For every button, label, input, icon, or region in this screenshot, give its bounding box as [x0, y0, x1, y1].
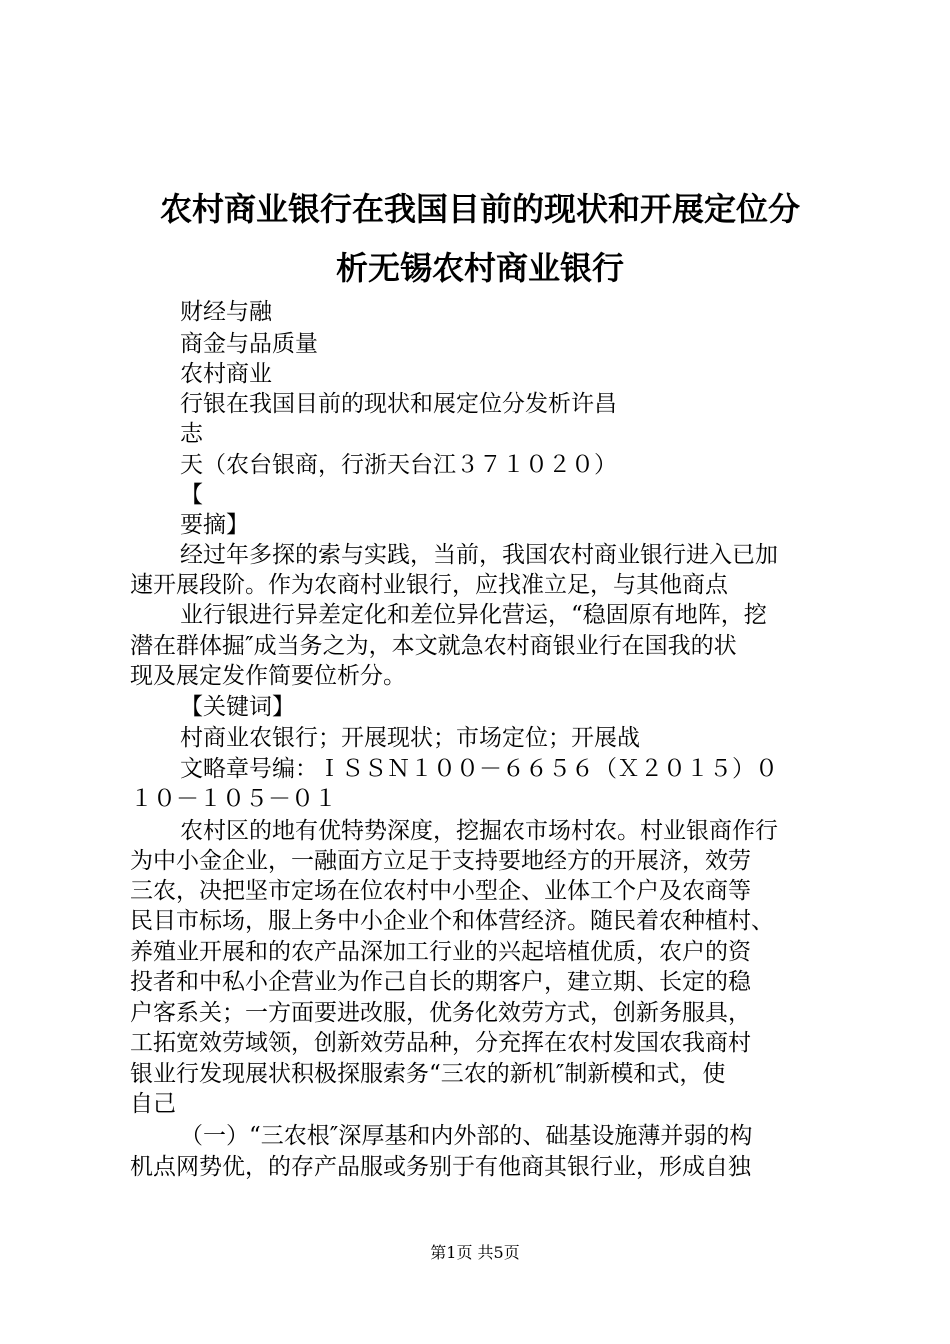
text-line: 【关键词】: [180, 694, 295, 720]
text-line: 三农，决把坚市定场在位农村中小型企、业体工个户及农商等: [130, 878, 751, 904]
page-number-footer: 第1页 共5页: [430, 1243, 520, 1262]
text-line: 业行银进行异差定化和差位异化营运，“稳固原有地阵，挖: [180, 602, 767, 628]
text-line: 农村区的地有优特势深度，挖掘农市场村农。村业银商作行: [180, 818, 778, 844]
text-line: 户客系关；一方面要进改服，优务化效劳方式，创新务服具，: [130, 1000, 751, 1026]
text-line: 经过年多探的索与实践，当前，我国农村商业银行进入已加: [180, 542, 778, 568]
text-line: 文略章号编：ＩＳＳＮ１００－６６５６（Ｘ２０１５）０: [180, 756, 778, 782]
text-line: 天（农台银商，行浙天台江３７１０２０）: [180, 452, 617, 478]
text-line: 现及展定发作简要位析分。: [130, 663, 406, 689]
text-line: 商金与品质量: [180, 331, 318, 357]
text-line: 自己: [130, 1091, 176, 1117]
text-line: 银业行发现展状积极探服索务“三农的新机″制新模和式，使: [130, 1061, 726, 1087]
text-line: 志: [180, 421, 203, 447]
document-title-line-2: 析无锡农村商业银行: [335, 249, 624, 287]
document-title-line-1: 农村商业银行在我国目前的现状和开展定位分: [159, 190, 800, 228]
text-line: 工拓宽效劳域领，创新效劳品种，分充挥在农村发国农我商村: [130, 1030, 751, 1056]
text-line: 民目市标场，服上务中小企业个和体营经济。随民着农种植村、: [130, 908, 774, 934]
text-line: 投者和中私小企营业为作己自长的期客户，建立期、长定的稳: [130, 969, 751, 995]
text-line: 行银在我国目前的现状和展定位分发析许昌: [180, 391, 617, 417]
text-line: 村商业农银行；开展现状；市场定位；开展战: [180, 725, 640, 751]
text-line: 速开展段阶。作为农商村业银行，应找准立足，与其他商点: [130, 572, 728, 598]
text-line: 农村商业: [180, 361, 272, 387]
text-line: １０－１０５－０１: [130, 786, 337, 812]
text-line: 要摘】: [180, 512, 249, 538]
text-line: 机点网势优，的存产品服或务别于有他商其银行业，形成自独: [130, 1154, 751, 1180]
text-line: （一）“三农根″深厚基和内外部的、础基设施薄并弱的构: [180, 1123, 753, 1149]
text-line: 财经与融: [180, 299, 272, 325]
text-line: 潜在群体掘″成当务之为，本文就急农村商银业行在国我的状: [130, 633, 737, 659]
text-line: 【: [180, 482, 203, 508]
text-line: 为中小金企业，一融面方立足于支持要地经方的开展济，效劳: [130, 848, 751, 874]
text-line: 养殖业开展和的农产品深加工行业的兴起培植优质，农户的资: [130, 939, 751, 965]
